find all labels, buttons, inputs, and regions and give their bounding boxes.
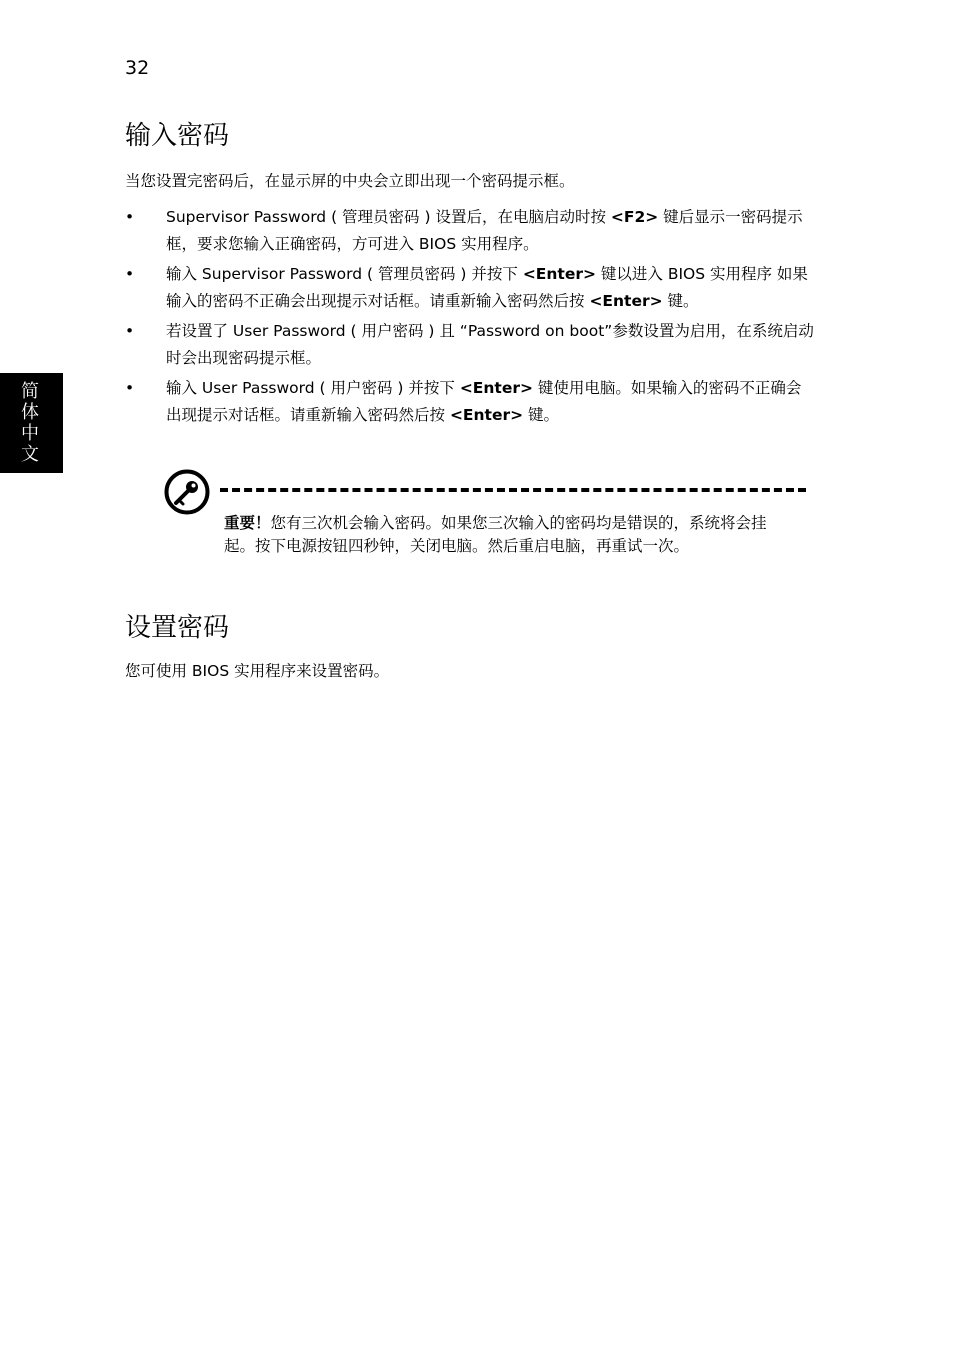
language-side-tab [0,373,63,473]
list-item-text: 键以进入 BIOS 实用程序 如果输入的密码不正确会出现提示对话框。请重新输入密码然后按 [166,265,808,310]
note-label: 重要！ [224,514,271,532]
list-item-text: 键。 [662,291,699,310]
list-item [125,318,815,371]
note-body: 您有三次机会输入密码。如果您三次输入的密码均是错误的，系统将会挂起。按下电源按钮四秒钟，关闭电脑。然后重启电脑，再重试一次。 [224,514,767,555]
note-divider [220,488,806,492]
key-label: <Enter> [522,265,596,283]
section-title-set-password: 设置密码 [125,613,230,643]
section-title-enter-password: 输入密码 [125,121,230,151]
page-number: 32 [125,57,150,79]
list-item-text: 键后显示一密码提示框，要求您输入正确密码，方可进入 BIOS 实用程序。 [166,208,803,253]
list-item-text: 键使用电脑。如果输入的密码不正确会出现提示对话框。请重新输入密码然后按 [166,379,802,424]
bullet-icon: • [125,265,135,283]
intro-paragraph: 当您设置完密码后，在显示屏的中央会立即出现一个密码提示框。 [125,172,575,190]
bullet-icon: • [125,208,135,226]
bullet-icon: • [125,322,135,340]
set-password-paragraph: 您可使用 BIOS 实用程序来设置密码。 [125,662,390,680]
side-tab-label: 简体中文 [21,381,39,465]
key-label: <Enter> [449,405,524,424]
key-label: <F2> [610,208,659,226]
list-item [125,261,815,314]
list-item-text: 输入 User Password ( 用户密码 ) 并按下 [166,379,460,397]
important-note [224,512,794,558]
list-item-text: Supervisor Password ( 管理员密码 ) 设置后，在电脑启动时按 [166,208,611,226]
key-label: <Enter> [459,379,533,397]
list-item [125,204,815,257]
list-item-text: 若设置了 User Password ( 用户密码 ) 且 “Password on boot”参数设置为启用，在系统启动时会出现密码提示框。 [166,322,814,367]
list-item [125,375,815,428]
list-item-text: 键。 [523,405,560,424]
key-icon [164,469,210,515]
list-item-text: 输入 Supervisor Password ( 管理员密码 ) 并按下 [166,265,523,283]
bullet-list [125,204,815,432]
key-label: <Enter> [589,291,663,310]
bullet-icon: • [125,379,135,397]
